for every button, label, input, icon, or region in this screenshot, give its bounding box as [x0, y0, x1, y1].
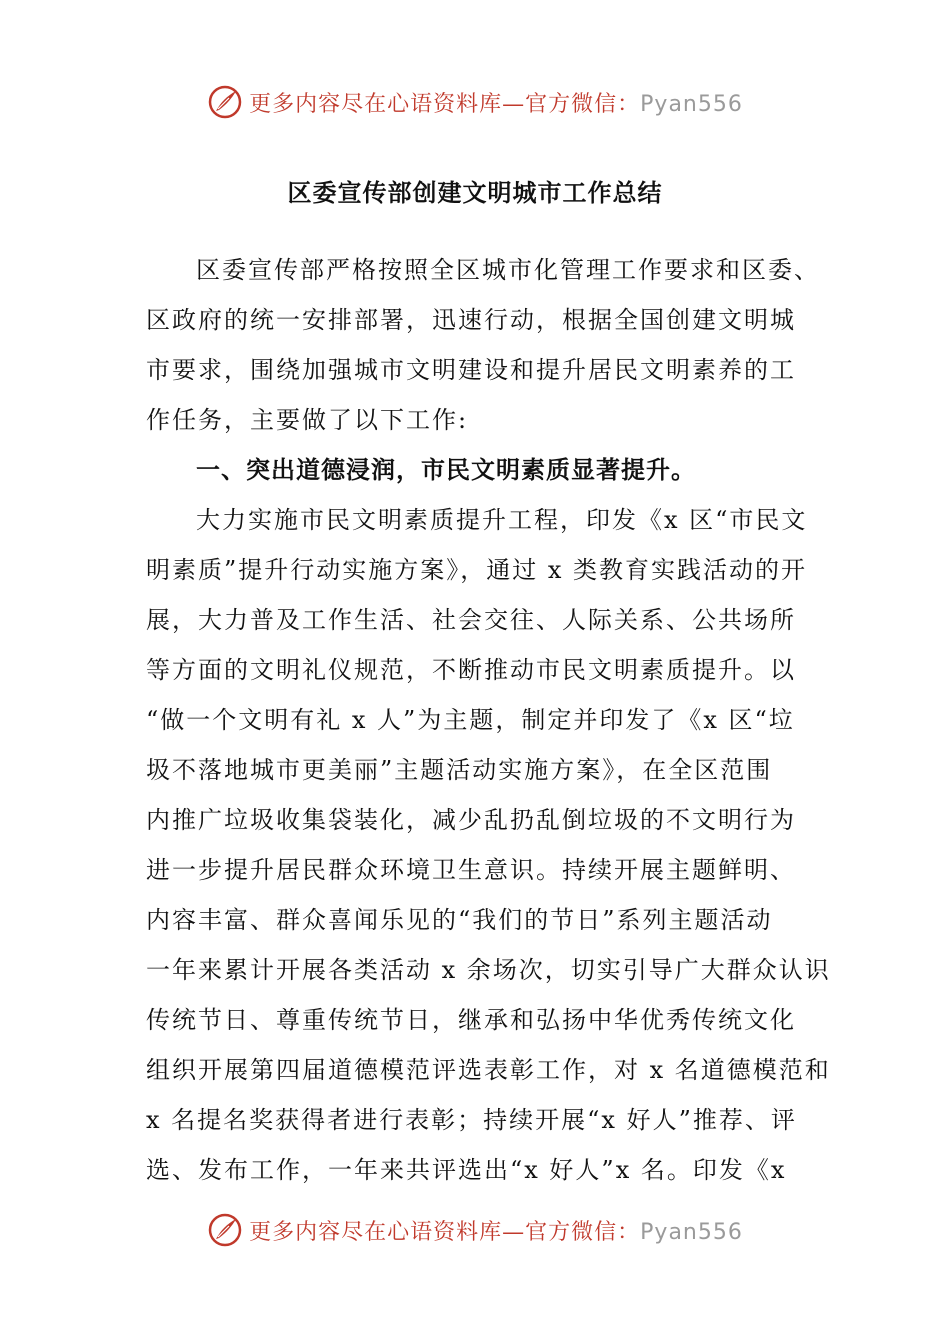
body-line: 进一步提升居民群众环境卫生意识。持续开展主题鲜明、 — [146, 856, 796, 884]
banner-text: 更多内容尽在心语资料库—官方微信：Pyan556 — [249, 91, 743, 117]
body-line: 大力实施市民文明素质提升工程，印发《x 区“市民文 — [196, 506, 808, 534]
quill-logo-icon — [207, 1212, 243, 1248]
body-line: 展，大力普及工作生活、社会交往、人际关系、公共场所 — [146, 606, 796, 634]
body-line: 明素质”提升行动实施方案》，通过 x 类教育实践活动的开 — [146, 556, 808, 584]
body-line: 区委宣传部严格按照全区城市化管理工作要求和区委、 — [196, 256, 820, 284]
header-banner — [0, 82, 950, 122]
body-line: 选、发布工作，一年来共评选出“x 好人”x 名。印发《x — [146, 1156, 787, 1184]
section-heading: 一、突出道德浸润，市民文明素质显著提升。 — [196, 456, 696, 484]
body-line: x 名提名奖获得者进行表彰；持续开展“x 好人”推荐、评 — [146, 1106, 797, 1134]
document-title: 区委宣传部创建文明城市工作总结 — [287, 178, 663, 207]
document-body — [146, 245, 831, 1195]
body-line: “做一个文明有礼 x 人”为主题，制定并印发了《x 区“垃 — [146, 706, 795, 734]
body-line: 内推广垃圾收集袋装化，减少乱扔乱倒垃圾的不文明行为 — [146, 806, 796, 834]
footer-banner — [0, 1210, 950, 1250]
body-line: 传统节日、尊重传统节日，继承和弘扬中华优秀传统文化 — [146, 1006, 796, 1034]
banner-wechat-id: Pyan556 — [640, 1219, 743, 1245]
body-line: 圾不落地城市更美丽”主题活动实施方案》，在全区范围 — [146, 756, 773, 784]
body-line: 市要求，围绕加强城市文明建设和提升居民文明素养的工 — [146, 356, 796, 384]
body-line: 等方面的文明礼仪规范，不断推动市民文明素质提升。以 — [146, 656, 796, 684]
body-line: 组织开展第四届道德模范评选表彰工作，对 x 名道德模范和 — [146, 1056, 831, 1084]
body-line: 作任务，主要做了以下工作: — [146, 406, 469, 434]
body-line: 内容丰富、群众喜闻乐见的“我们的节日”系列主题活动 — [146, 906, 773, 934]
banner-text: 更多内容尽在心语资料库—官方微信：Pyan556 — [249, 1219, 743, 1245]
body-line: 区政府的统一安排部署，迅速行动，根据全国创建文明城 — [146, 306, 796, 334]
quill-logo-icon — [207, 84, 243, 120]
banner-wechat-id: Pyan556 — [640, 91, 743, 117]
body-line: 一年来累计开展各类活动 x 余场次，切实引导广大群众认识 — [146, 956, 831, 984]
